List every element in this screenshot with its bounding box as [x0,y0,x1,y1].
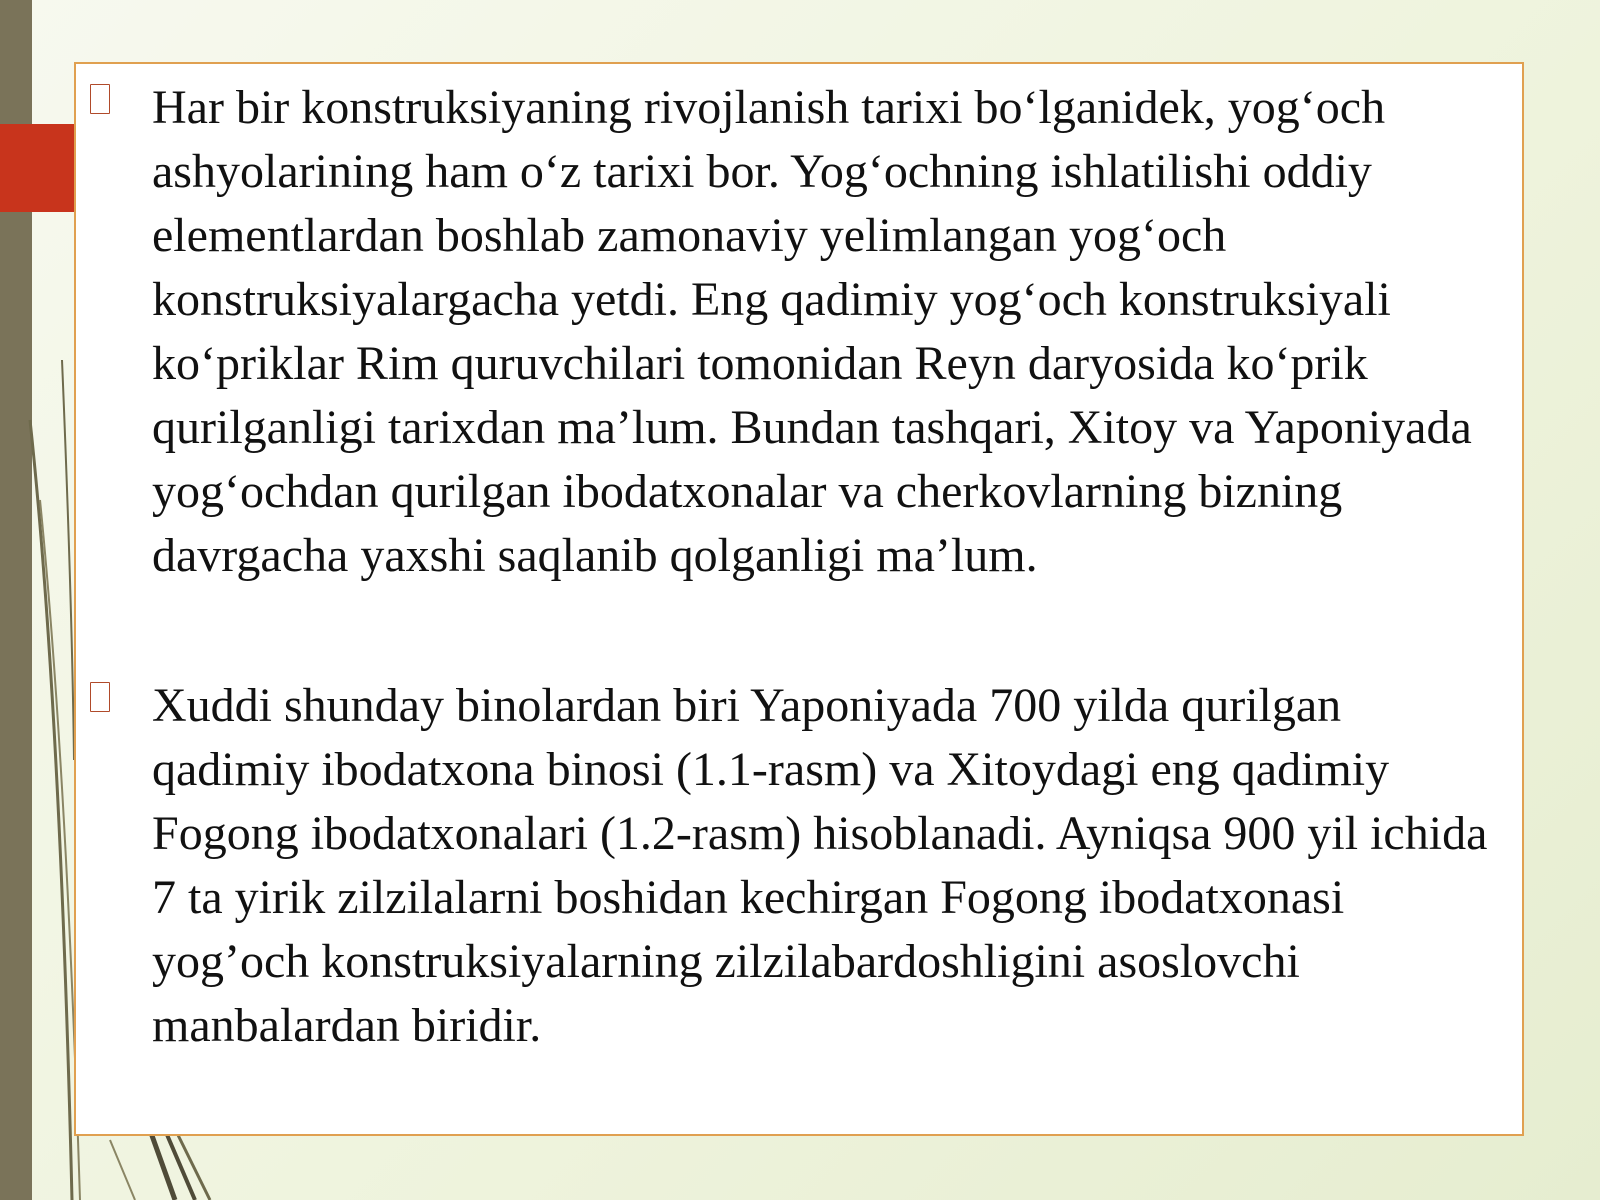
bullet-box-icon [90,682,110,712]
paragraph-2: Xuddi shunday binolardan biri Yaponiyada 700 yilda qurilgan qadimiy ibodatxona binosi (1.1-rasm) va Xitoydagi eng qadimiy Fogong ibodatxonalari (1.2-rasm) hisoblanadi. Ayniqsa 900 yil ichida 7 ta yirik zilzilalarni boshidan kechirgan Fogong ibodatxonasi yog’och konstruksiyalarning zilzilabardoshligini asoslovchi manbalardan biridir. [152,679,1488,1052]
content-box [74,62,1524,1136]
accent-block [0,124,75,212]
paragraph-1: Har bir konstruksiyaning rivojlanish tarixi bo‘lganidek, yog‘och ashyolarining ham o‘z tarixi bor. Yog‘ochning ishlatilishi oddiy elementlardan boshlab zamonaviy yelimlangan yog‘och konstruksiyalargacha yetdi. Eng qadimiy yog‘och konstruksiyali ko‘priklar Rim quruvchilari tomonidan Reyn daryosida ko‘prik qurilganligi tarixdan ma’lum. Bundan tashqari, Xitoy va Yaponiyada yog‘ochdan qurilgan ibodatxonalar va cherkovlarning bizning davrgacha yaxshi saqlanib qolganligi ma’lum. [152,81,1472,582]
bullet-box-icon [90,84,110,114]
